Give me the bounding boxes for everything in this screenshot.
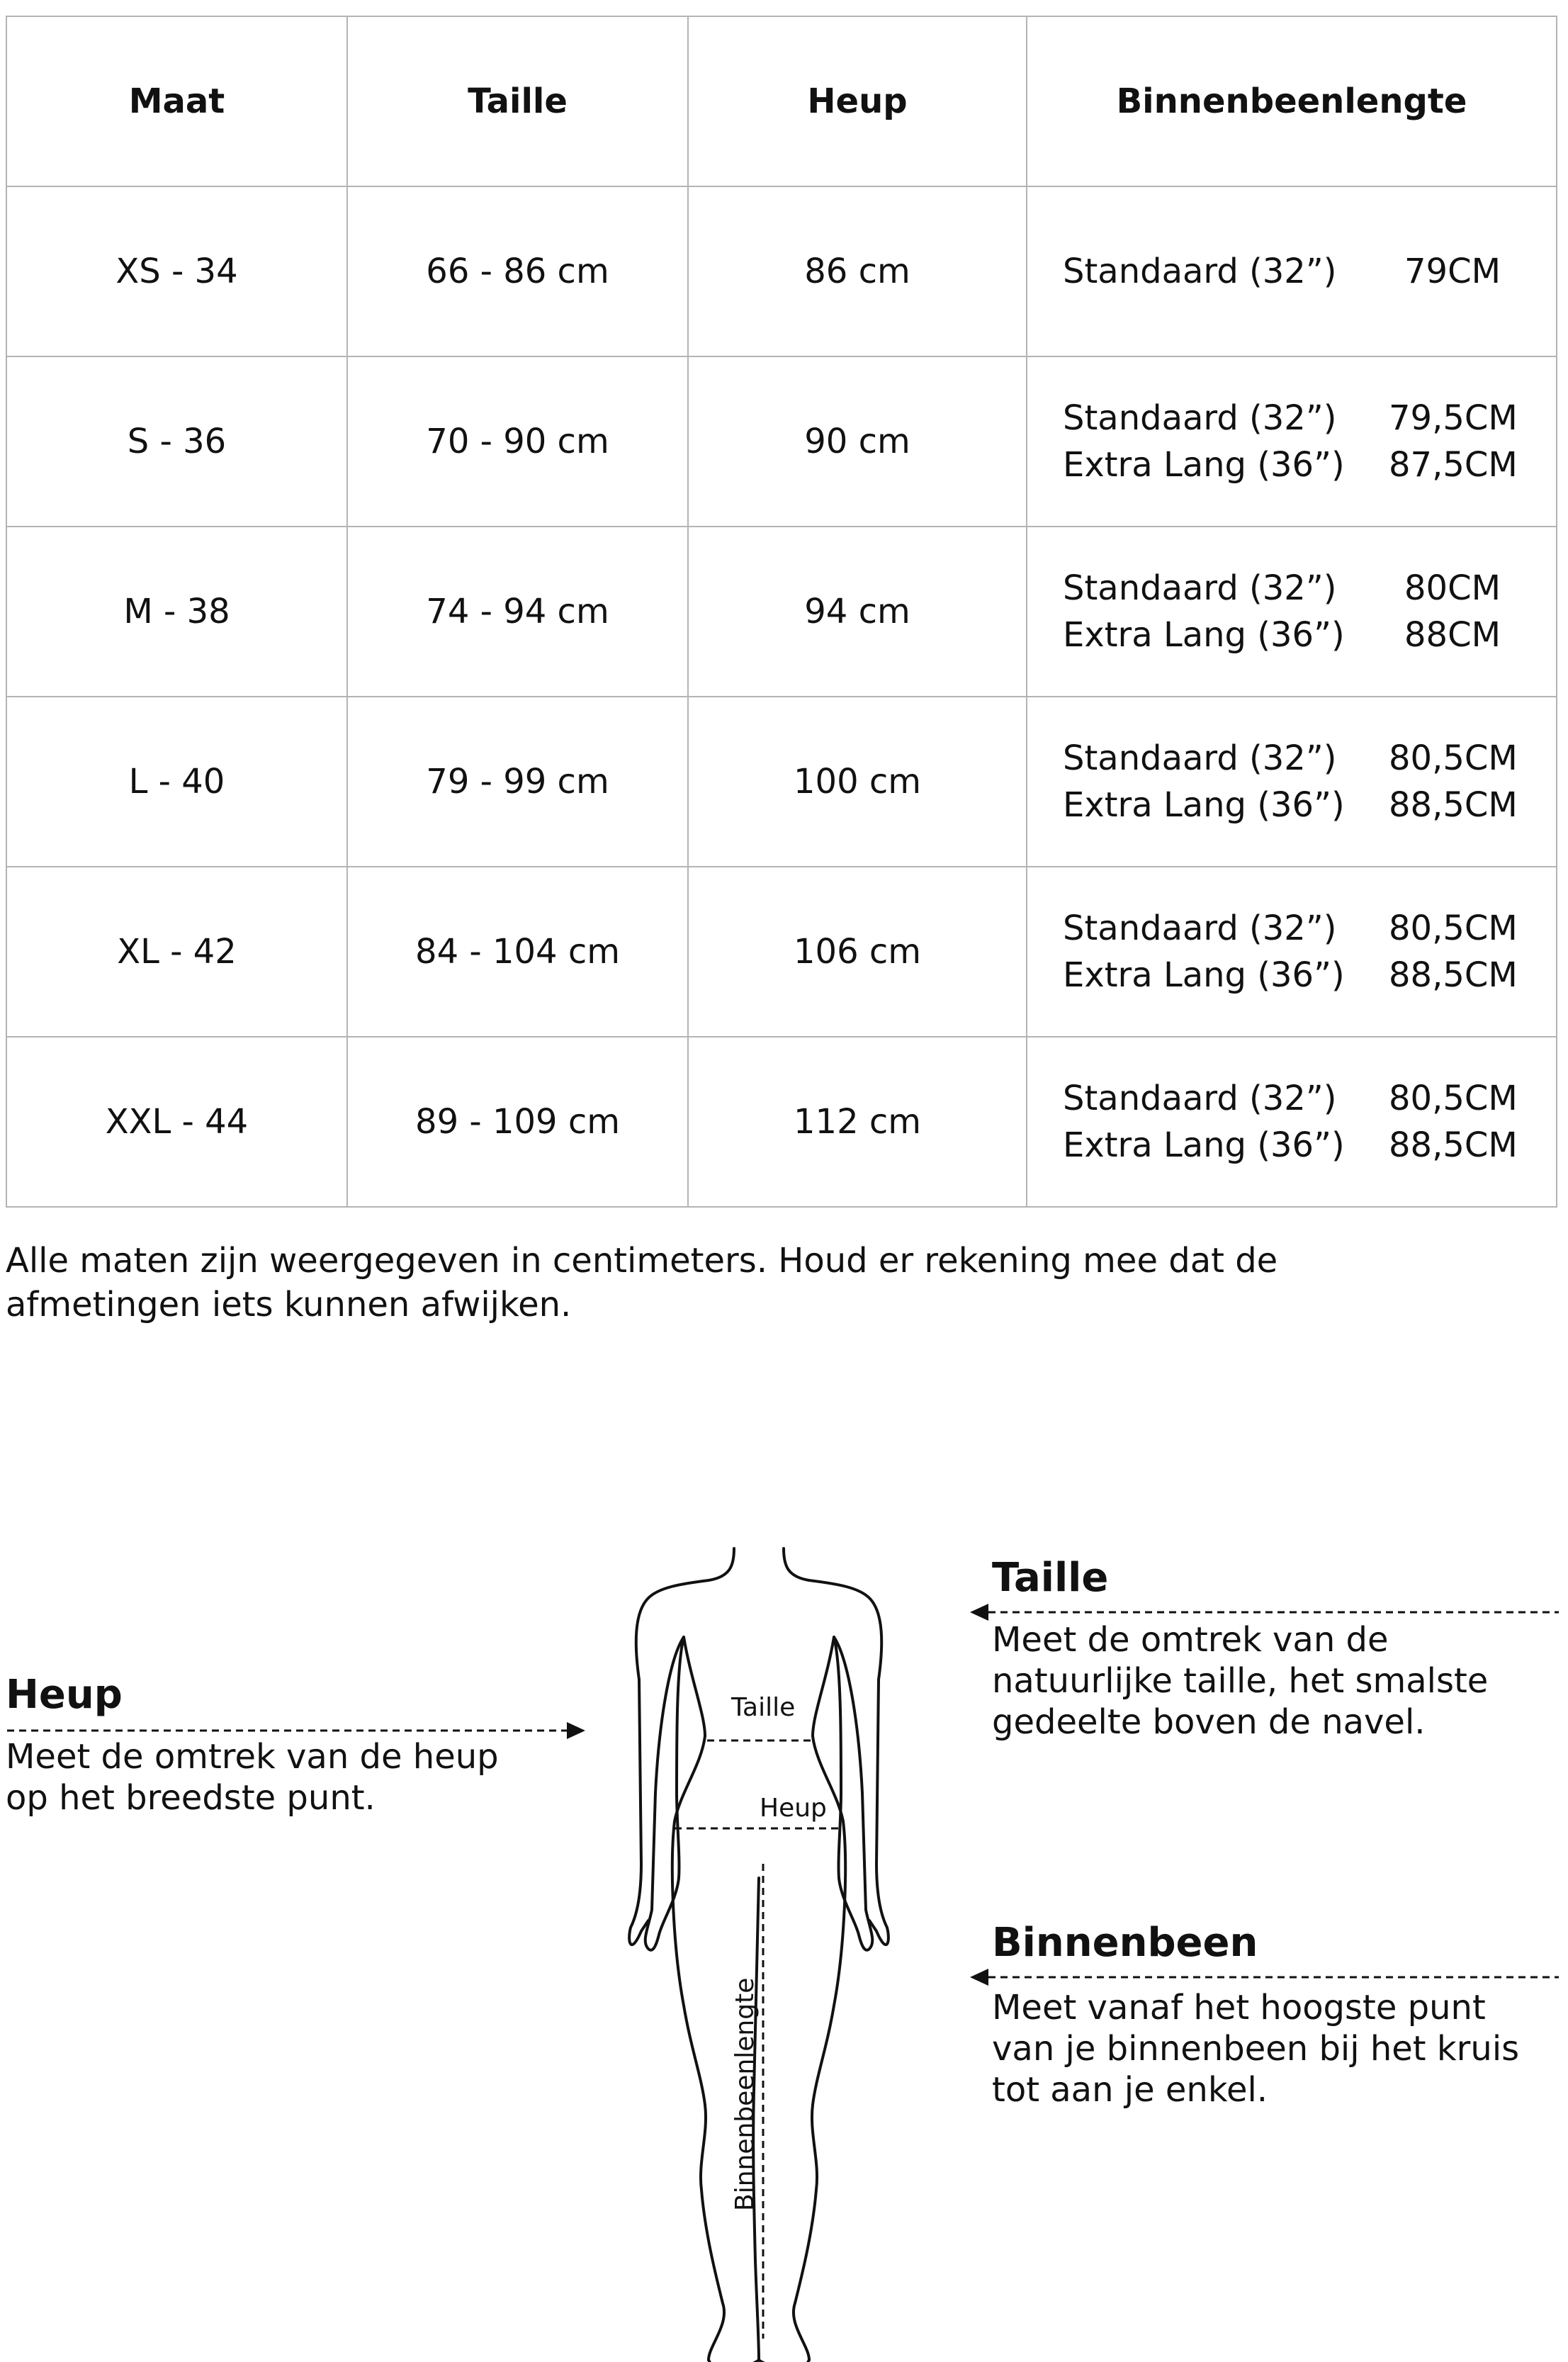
inseam-label: Standaard (32”) [1063, 252, 1337, 291]
cell-size: XL - 42 [6, 867, 347, 1037]
inseam-value: 88,5CM [1389, 785, 1518, 825]
cell-hip: 112 cm [688, 1037, 1027, 1207]
inseam-label: Extra Lang (36”) [1063, 445, 1345, 485]
cell-inseam [1027, 527, 1557, 697]
inseam-label: Standaard (32”) [1063, 568, 1337, 608]
figure-inseam-label: Binnenbeenlengte [731, 1977, 760, 2211]
cell-inseam [1027, 186, 1557, 356]
inseam-callout-description [992, 1987, 1559, 2110]
table-row [6, 356, 1557, 527]
inseam-value: 80,5CM [1389, 738, 1518, 778]
inseam-line [1063, 442, 1556, 488]
cell-waist: 70 - 90 cm [347, 356, 688, 527]
cell-size: L - 40 [6, 697, 347, 867]
figure-waist-label: Taille [731, 1693, 796, 1722]
waist-callout-description [992, 1619, 1545, 1743]
description-line: van je binnenbeen bij het kruis [992, 2029, 1520, 2069]
cell-hip: 106 cm [688, 867, 1027, 1037]
table-row [6, 697, 1557, 867]
header-hip: Heup [688, 16, 1027, 186]
description-line: Meet de omtrek van de heup [6, 1737, 499, 1777]
header-waist: Taille [347, 16, 688, 186]
measurement-guide [0, 1524, 1568, 2362]
table-row [6, 527, 1557, 697]
inseam-line [1063, 952, 1556, 999]
table-row [6, 867, 1557, 1037]
cell-size: XXL - 44 [6, 1037, 347, 1207]
cell-waist: 89 - 109 cm [347, 1037, 688, 1207]
description-line: natuurlijke taille, het smalste [992, 1661, 1489, 1701]
cell-inseam [1027, 1037, 1557, 1207]
description-line: Meet vanaf het hoogste punt [992, 1988, 1486, 2028]
cell-waist: 66 - 86 cm [347, 186, 688, 356]
inseam-value: 88,5CM [1389, 1125, 1518, 1165]
inseam-value: 80,5CM [1389, 1079, 1518, 1118]
inseam-label: Standaard (32”) [1063, 398, 1337, 438]
description-line: gedeelte boven de navel. [992, 1702, 1426, 1742]
inseam-callout [992, 1920, 1559, 2110]
table-row [6, 1037, 1557, 1207]
body-outline-icon [629, 1548, 889, 2362]
inseam-callout-title: Binnenbeen [992, 1920, 1258, 1966]
description-line: Meet de omtrek van de [992, 1620, 1389, 1660]
inseam-label: Extra Lang (36”) [1063, 1125, 1345, 1165]
cell-inseam [1027, 697, 1557, 867]
cell-waist: 84 - 104 cm [347, 867, 688, 1037]
header-size: Maat [6, 16, 347, 186]
figure-hip-label: Heup [760, 1794, 827, 1823]
inseam-line [1063, 395, 1556, 442]
cell-inseam [1027, 867, 1557, 1037]
cell-waist: 79 - 99 cm [347, 697, 688, 867]
inseam-value: 88,5CM [1389, 955, 1518, 995]
hip-callout-description [6, 1736, 558, 1818]
description-line: op het breedste punt. [6, 1778, 376, 1818]
inseam-value: 88CM [1404, 615, 1501, 655]
cell-size: S - 36 [6, 356, 347, 527]
cell-hip: 100 cm [688, 697, 1027, 867]
inseam-line [1063, 782, 1556, 828]
inseam-value: 87,5CM [1389, 445, 1518, 485]
inseam-line [1063, 905, 1556, 952]
inseam-line [1063, 735, 1556, 782]
table-row [6, 186, 1557, 356]
cell-hip: 90 cm [688, 356, 1027, 527]
inseam-value: 80,5CM [1389, 909, 1518, 948]
inseam-label: Standaard (32”) [1063, 909, 1337, 948]
waist-callout [992, 1556, 1545, 1743]
hip-callout [6, 1672, 558, 1818]
inseam-line [1063, 248, 1556, 295]
cell-hip: 94 cm [688, 527, 1027, 697]
arrow-left-icon [970, 1969, 988, 1986]
inseam-label: Extra Lang (36”) [1063, 615, 1345, 655]
inseam-value: 80CM [1404, 568, 1501, 608]
inseam-label: Standaard (32”) [1063, 1079, 1337, 1118]
inseam-label: Extra Lang (36”) [1063, 955, 1345, 995]
inseam-line [1063, 612, 1556, 658]
cell-size: XS - 34 [6, 186, 347, 356]
inseam-line [1063, 1122, 1556, 1169]
cell-hip: 86 cm [688, 186, 1027, 356]
arrow-right-icon [567, 1722, 585, 1739]
measurement-note: Alle maten zijn weergegeven in centimeters. Houd er rekening mee dat de afmetingen iets kunnen afwijken. [6, 1241, 1278, 1325]
header-inseam: Binnenbeenlengte [1027, 16, 1557, 186]
inseam-label: Standaard (32”) [1063, 738, 1337, 778]
size-chart-table [6, 16, 1557, 1208]
description-line: tot aan je enkel. [992, 2070, 1268, 2110]
arrow-left-icon [970, 1604, 988, 1621]
cell-size: M - 38 [6, 527, 347, 697]
table-header-row [6, 16, 1557, 186]
inseam-line [1063, 1075, 1556, 1122]
inseam-value: 79,5CM [1389, 398, 1518, 438]
waist-callout-title: Taille [992, 1555, 1109, 1601]
inseam-label: Extra Lang (36”) [1063, 785, 1345, 825]
cell-inseam [1027, 356, 1557, 527]
inseam-value: 79CM [1404, 252, 1501, 291]
hip-callout-title: Heup [6, 1672, 123, 1718]
inseam-line [1063, 565, 1556, 612]
cell-waist: 74 - 94 cm [347, 527, 688, 697]
